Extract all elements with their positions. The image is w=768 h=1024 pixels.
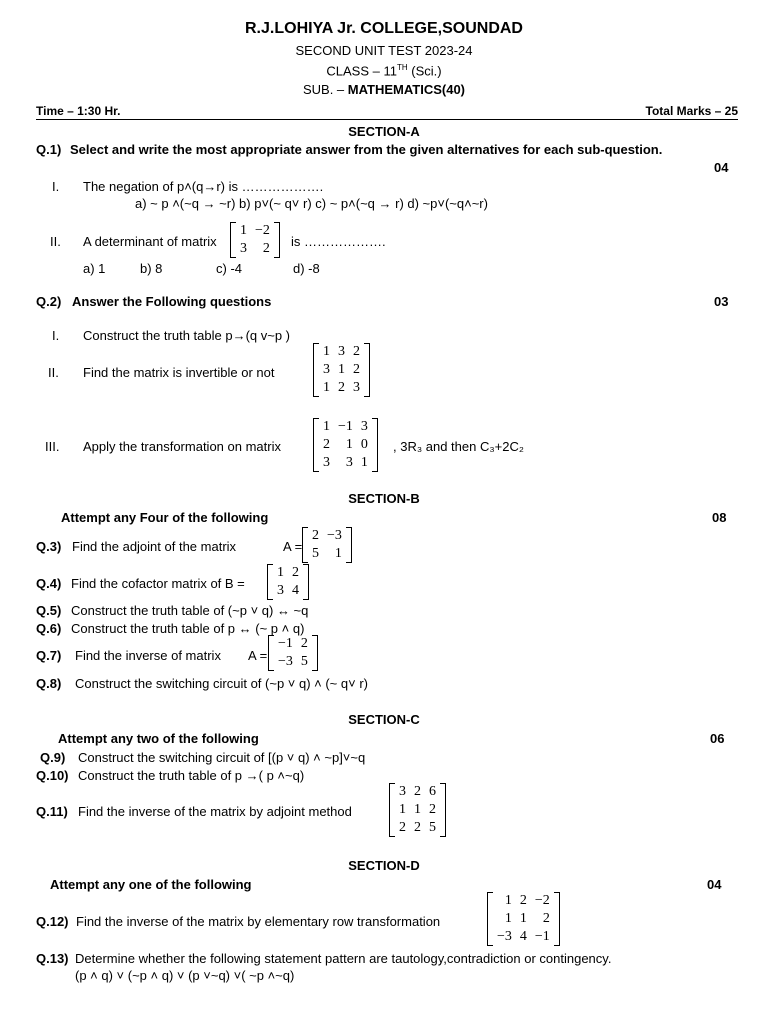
matrix-right-bracket bbox=[554, 892, 560, 946]
matrix-right-bracket bbox=[274, 222, 280, 258]
matrix-body bbox=[493, 892, 554, 946]
q12-label: Q.12) bbox=[36, 914, 69, 929]
section-c-marks: 06 bbox=[710, 731, 725, 746]
matrix-cell: 3 bbox=[323, 455, 330, 470]
matrix-row bbox=[319, 361, 364, 379]
matrix-row bbox=[395, 819, 440, 837]
q5-label: Q.5) bbox=[36, 603, 62, 618]
q2-label: Q.2) bbox=[36, 294, 62, 309]
matrix-cell: 1 bbox=[323, 344, 330, 359]
q2-ii-num: II. bbox=[48, 365, 59, 380]
q13-text: Determine whether the following statement pattern are tautology,contradiction or contingency. bbox=[75, 951, 612, 966]
q2-ii-matrix bbox=[313, 343, 370, 397]
matrix-cell: 4 bbox=[292, 583, 299, 598]
matrix-row bbox=[236, 222, 274, 240]
matrix-cell: 0 bbox=[360, 437, 368, 452]
section-b-marks: 08 bbox=[712, 510, 727, 525]
matrix-row bbox=[493, 910, 554, 928]
matrix-cell: 2 bbox=[542, 911, 550, 926]
matrix-cell: 2 bbox=[262, 241, 270, 256]
matrix-cell: −1 bbox=[278, 636, 293, 651]
q7-matrix bbox=[268, 635, 318, 671]
matrix-cell: 3 bbox=[360, 419, 368, 434]
matrix-right-bracket bbox=[372, 418, 378, 472]
subject: MATHEMATICS(40) bbox=[347, 82, 466, 97]
matrix-cell: 2 bbox=[429, 802, 436, 817]
section-d-title: SECTION-D bbox=[348, 858, 420, 873]
matrix-cell: −3 bbox=[278, 654, 293, 669]
q3-matrix bbox=[302, 527, 352, 563]
matrix-cell: 3 bbox=[399, 784, 406, 799]
matrix-cell: 3 bbox=[353, 380, 360, 395]
matrix-cell: 2 bbox=[414, 820, 421, 835]
header-divider bbox=[36, 119, 738, 120]
q2-marks: 03 bbox=[714, 294, 729, 309]
matrix-row bbox=[274, 635, 312, 653]
q12-matrix bbox=[487, 892, 560, 946]
q1-ii-option-a: a) 1 bbox=[83, 261, 106, 276]
class-sup: TH bbox=[396, 63, 408, 72]
q8-text: Construct the switching circuit of (~p ˅ q) ˄ (~ q˅ r) bbox=[75, 676, 368, 691]
matrix-cell: 1 bbox=[338, 362, 345, 377]
q1-ii-option-d: d) -8 bbox=[293, 261, 320, 276]
matrix-cell: 3 bbox=[338, 344, 345, 359]
q2-text: Answer the Following questions bbox=[72, 294, 272, 309]
q5-text: Construct the truth table of (~p ˅ q) ↔ ~q bbox=[71, 603, 309, 618]
matrix-right-bracket bbox=[303, 564, 309, 600]
q2-ii-text: Find the matrix is invertible or not bbox=[83, 365, 275, 380]
matrix-row bbox=[319, 379, 364, 397]
matrix-row bbox=[395, 801, 440, 819]
matrix-right-bracket bbox=[364, 343, 370, 397]
q7-label: Q.7) bbox=[36, 648, 62, 663]
matrix-row bbox=[308, 545, 346, 563]
matrix-cell: 1 bbox=[399, 802, 406, 817]
matrix-row bbox=[319, 436, 372, 454]
q2-iii-tail: , 3R₃ and then C₃+2C₂ bbox=[393, 439, 524, 454]
q10-text: Construct the truth table of p →( p ˄~q) bbox=[78, 768, 305, 783]
q2-iii-text: Apply the transformation on matrix bbox=[83, 439, 281, 454]
q4-matrix bbox=[267, 564, 309, 600]
class-line bbox=[0, 63, 768, 78]
time-label: Time – 1:30 Hr. bbox=[36, 104, 121, 118]
matrix-cell: 1 bbox=[323, 419, 330, 434]
q1-label: Q.1) bbox=[36, 142, 62, 157]
matrix-body bbox=[308, 527, 346, 563]
matrix-cell: 4 bbox=[519, 929, 527, 944]
q1-ii-option-c: c) -4 bbox=[216, 261, 242, 276]
q1-ii-text: A determinant of matrix bbox=[83, 234, 217, 249]
matrix-body bbox=[236, 222, 274, 258]
matrix-cell: 6 bbox=[429, 784, 436, 799]
matrix-cell: −2 bbox=[255, 223, 270, 238]
q11-text: Find the inverse of the matrix by adjoint method bbox=[78, 804, 352, 819]
class-suffix: (Sci.) bbox=[407, 63, 442, 79]
matrix-cell: 1 bbox=[345, 437, 353, 452]
q2-i-num: I. bbox=[52, 328, 60, 343]
q1-ii-tail: is ………………. bbox=[291, 234, 386, 249]
q2-iii-num: III. bbox=[45, 439, 60, 454]
college-name: R.J.LOHIYA Jr. COLLEGE,SOUNDAD bbox=[245, 20, 523, 37]
q3-eq: A = bbox=[283, 539, 303, 554]
matrix-right-bracket bbox=[312, 635, 318, 671]
matrix-cell: 1 bbox=[519, 911, 527, 926]
matrix-cell: 2 bbox=[353, 362, 360, 377]
q10-label: Q.10) bbox=[36, 768, 69, 783]
q7-eq: A = bbox=[248, 648, 268, 663]
q11-matrix bbox=[389, 783, 446, 837]
matrix-cell: −3 bbox=[497, 929, 512, 944]
q1-ii-num: II. bbox=[50, 234, 61, 249]
matrix-cell: 2 bbox=[353, 344, 360, 359]
q1-ii-option-b: b) 8 bbox=[140, 261, 163, 276]
q11-label: Q.11) bbox=[36, 804, 68, 819]
matrix-cell: 5 bbox=[429, 820, 436, 835]
matrix-cell: 2 bbox=[414, 784, 421, 799]
matrix-row bbox=[319, 343, 364, 361]
matrix-cell: 1 bbox=[323, 380, 330, 395]
q8-label: Q.8) bbox=[36, 676, 62, 691]
q4-text: Find the cofactor matrix of B = bbox=[71, 576, 245, 591]
matrix-row bbox=[236, 240, 274, 258]
q9-label: Q.9) bbox=[40, 750, 66, 765]
q1-text: Select and write the most appropriate answer from the given alternatives for each sub-question. bbox=[70, 142, 663, 157]
section-d-instruction: Attempt any one of the following bbox=[50, 877, 252, 892]
matrix-body bbox=[274, 635, 312, 671]
section-c-instruction: Attempt any two of the following bbox=[58, 731, 259, 746]
matrix-cell: 2 bbox=[399, 820, 406, 835]
class-prefix: CLASS – 11 bbox=[326, 63, 397, 79]
matrix-cell: 2 bbox=[292, 565, 299, 580]
matrix-cell: 5 bbox=[300, 654, 308, 669]
q3-text: Find the adjoint of the matrix bbox=[72, 539, 237, 554]
matrix-cell: 3 bbox=[277, 583, 284, 598]
matrix-body bbox=[273, 564, 303, 600]
q13-expression: (p ˄ q) ˅ (~p ˄ q) ˅ (p ˅~q) ˅( ~p ˄~q) bbox=[75, 968, 295, 983]
q9-text: Construct the switching circuit of [(p ˅ q) ˄ ~p]˅~q bbox=[78, 750, 366, 765]
matrix-cell: 1 bbox=[504, 911, 512, 926]
matrix-cell: 1 bbox=[277, 565, 284, 580]
matrix-row bbox=[319, 454, 372, 472]
matrix-right-bracket bbox=[440, 783, 446, 837]
q2-iii-matrix bbox=[313, 418, 378, 472]
matrix-cell: 5 bbox=[312, 546, 319, 561]
q12-text: Find the inverse of the matrix by elementary row transformation bbox=[76, 914, 441, 929]
matrix-cell: 2 bbox=[323, 437, 330, 452]
matrix-cell: 2 bbox=[338, 380, 345, 395]
q6-text: Construct the truth table of p ↔ (~ p ˄ q) bbox=[71, 621, 305, 636]
matrix-body bbox=[319, 418, 372, 472]
section-d-marks: 04 bbox=[707, 877, 722, 892]
q13-label: Q.13) bbox=[36, 951, 69, 966]
matrix-cell: 1 bbox=[360, 455, 368, 470]
matrix-row bbox=[493, 892, 554, 910]
matrix-cell: −3 bbox=[327, 528, 342, 543]
q1-i-options: a) ~ p ˄(~q → ~r) b) p˅(~ q˅ r) c) ~ p˄(~q → r) d) ~p˅(~q˄~r) bbox=[135, 196, 488, 211]
q1-i-text: The negation of p˄(q→r) is ………………. bbox=[83, 179, 324, 194]
q3-label: Q.3) bbox=[36, 539, 62, 554]
section-b-title: SECTION-B bbox=[348, 491, 420, 506]
matrix-cell: −1 bbox=[338, 419, 353, 434]
matrix-cell: 2 bbox=[312, 528, 319, 543]
matrix-row bbox=[273, 582, 303, 600]
matrix-row bbox=[319, 418, 372, 436]
matrix-cell: 1 bbox=[414, 802, 421, 817]
exam-title: SECOND UNIT TEST 2023-24 bbox=[295, 43, 473, 58]
q1-marks: 04 bbox=[714, 160, 729, 175]
matrix-row bbox=[395, 783, 440, 801]
matrix-cell: 1 bbox=[504, 893, 512, 908]
section-c-title: SECTION-C bbox=[348, 712, 420, 727]
matrix-cell: −2 bbox=[534, 893, 550, 908]
subject-prefix: SUB. – bbox=[302, 82, 348, 97]
section-b-instruction: Attempt any Four of the following bbox=[61, 510, 269, 525]
matrix-cell: 3 bbox=[323, 362, 330, 377]
matrix-body bbox=[319, 343, 364, 397]
matrix-row bbox=[308, 527, 346, 545]
matrix-cell: 3 bbox=[345, 455, 353, 470]
q2-i-text: Construct the truth table p→(q v~p ) bbox=[83, 328, 291, 343]
q4-label: Q.4) bbox=[36, 576, 62, 591]
q1-i-num: I. bbox=[52, 179, 60, 194]
subject-line bbox=[0, 82, 768, 97]
matrix-cell: 3 bbox=[240, 241, 247, 256]
matrix-cell: −1 bbox=[534, 929, 550, 944]
matrix-row bbox=[274, 653, 312, 671]
matrix-right-bracket bbox=[346, 527, 352, 563]
matrix-cell: 1 bbox=[240, 223, 247, 238]
matrix-row bbox=[273, 564, 303, 582]
matrix-body bbox=[395, 783, 440, 837]
total-marks: Total Marks – 25 bbox=[645, 104, 738, 118]
q7-text: Find the inverse of matrix bbox=[75, 648, 221, 663]
section-a-title: SECTION-A bbox=[348, 124, 420, 139]
matrix-cell: 2 bbox=[300, 636, 308, 651]
q1-ii-matrix bbox=[230, 222, 280, 258]
matrix-cell: 1 bbox=[334, 546, 342, 561]
matrix-row bbox=[493, 928, 554, 946]
q6-label: Q.6) bbox=[36, 621, 62, 636]
matrix-cell: 2 bbox=[519, 893, 527, 908]
